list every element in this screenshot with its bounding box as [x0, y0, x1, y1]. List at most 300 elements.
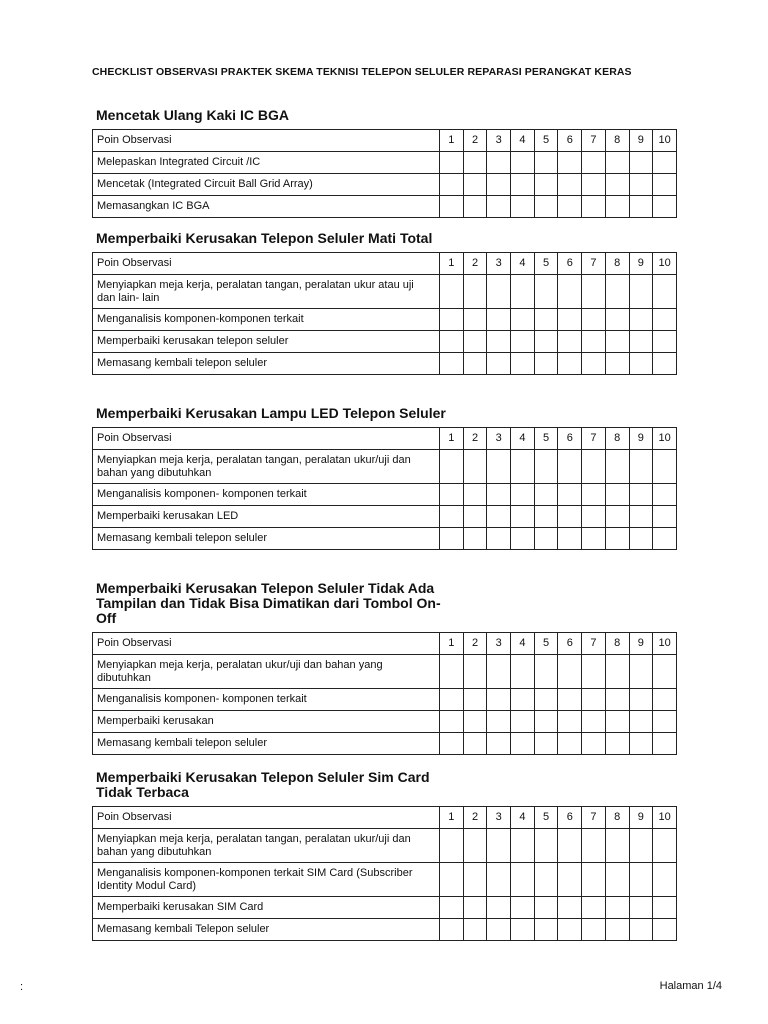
column-header: 8: [605, 807, 629, 829]
check-cell[interactable]: [511, 897, 535, 919]
check-cell[interactable]: [629, 711, 653, 733]
check-cell[interactable]: [463, 919, 487, 941]
table-row: [93, 309, 677, 331]
table-row: [93, 196, 677, 218]
check-cell[interactable]: [582, 196, 606, 218]
check-cell[interactable]: [605, 733, 629, 755]
column-header: 5: [534, 633, 558, 655]
column-header: 4: [511, 253, 535, 275]
table-row: [93, 863, 677, 897]
check-cell[interactable]: [653, 450, 677, 484]
check-cell[interactable]: [487, 309, 511, 331]
check-cell[interactable]: [605, 919, 629, 941]
column-header: 4: [511, 428, 535, 450]
column-header: 3: [487, 130, 511, 152]
check-cell[interactable]: [534, 689, 558, 711]
check-cell[interactable]: [558, 711, 582, 733]
check-cell[interactable]: [582, 655, 606, 689]
observation-item: Memperbaiki kerusakan SIM Card: [93, 897, 440, 919]
check-cell[interactable]: [582, 353, 606, 375]
section-sim-card: [92, 770, 676, 941]
column-header: 9: [629, 428, 653, 450]
check-cell[interactable]: [629, 450, 653, 484]
observation-item: Menyiapkan meja kerja, peralatan tangan, peralatan ukur/uji dan bahan yang dibutuhkan: [93, 450, 440, 484]
check-cell[interactable]: [629, 353, 653, 375]
check-cell[interactable]: [487, 353, 511, 375]
check-cell[interactable]: [511, 331, 535, 353]
column-header: 5: [534, 428, 558, 450]
check-cell[interactable]: [558, 863, 582, 897]
column-header: 10: [653, 633, 677, 655]
check-cell[interactable]: [487, 152, 511, 174]
column-header: 10: [653, 807, 677, 829]
table-row: [93, 174, 677, 196]
observation-item: Menganalisis komponen-komponen terkait: [93, 309, 440, 331]
section-title: Memperbaiki Kerusakan Lampu LED Telepon Seluler: [96, 405, 446, 421]
check-cell[interactable]: [582, 829, 606, 863]
observation-item: Menganalisis komponen-komponen terkait SIM Card (Subscriber Identity Modul Card): [93, 863, 440, 897]
column-header: 6: [558, 130, 582, 152]
check-cell[interactable]: [629, 196, 653, 218]
check-cell[interactable]: [629, 309, 653, 331]
observation-item: Menyiapkan meja kerja, peralatan tangan, peralatan ukur atau uji dan lain- lain: [93, 275, 440, 309]
check-cell[interactable]: [558, 484, 582, 506]
column-header: 8: [605, 428, 629, 450]
column-header: 6: [558, 807, 582, 829]
check-cell[interactable]: [629, 919, 653, 941]
check-cell[interactable]: [440, 733, 464, 755]
observation-item: Memperbaiki kerusakan telepon seluler: [93, 331, 440, 353]
column-header: 8: [605, 130, 629, 152]
check-cell[interactable]: [653, 196, 677, 218]
check-cell[interactable]: [558, 655, 582, 689]
check-cell[interactable]: [487, 174, 511, 196]
check-cell[interactable]: [463, 897, 487, 919]
check-cell[interactable]: [558, 174, 582, 196]
check-cell[interactable]: [463, 655, 487, 689]
check-cell[interactable]: [629, 275, 653, 309]
check-cell[interactable]: [440, 152, 464, 174]
column-header: 9: [629, 130, 653, 152]
check-cell[interactable]: [511, 528, 535, 550]
check-cell[interactable]: [463, 450, 487, 484]
check-cell[interactable]: [582, 152, 606, 174]
table-row: [93, 275, 677, 309]
check-cell[interactable]: [487, 733, 511, 755]
check-cell[interactable]: [629, 863, 653, 897]
check-cell[interactable]: [463, 506, 487, 528]
check-cell[interactable]: [487, 331, 511, 353]
check-cell[interactable]: [511, 484, 535, 506]
check-cell[interactable]: [440, 919, 464, 941]
check-cell[interactable]: [534, 863, 558, 897]
check-cell[interactable]: [440, 484, 464, 506]
check-cell[interactable]: [558, 689, 582, 711]
check-cell[interactable]: [487, 689, 511, 711]
table-row: [93, 528, 677, 550]
column-header: 9: [629, 807, 653, 829]
check-cell[interactable]: [463, 152, 487, 174]
check-cell[interactable]: [487, 829, 511, 863]
check-cell[interactable]: [487, 484, 511, 506]
check-cell[interactable]: [653, 829, 677, 863]
table-row: [93, 733, 677, 755]
section-lampu-led: [92, 406, 676, 550]
check-cell[interactable]: [653, 331, 677, 353]
check-cell[interactable]: [558, 897, 582, 919]
check-cell[interactable]: [582, 733, 606, 755]
observation-item: Memasang kembali telepon seluler: [93, 528, 440, 550]
check-cell[interactable]: [558, 733, 582, 755]
check-cell[interactable]: [582, 174, 606, 196]
column-header: 9: [629, 633, 653, 655]
check-cell[interactable]: [463, 331, 487, 353]
check-cell[interactable]: [511, 506, 535, 528]
check-cell[interactable]: [605, 829, 629, 863]
check-cell[interactable]: [440, 174, 464, 196]
check-cell[interactable]: [653, 655, 677, 689]
check-cell[interactable]: [629, 689, 653, 711]
check-cell[interactable]: [653, 733, 677, 755]
check-cell[interactable]: [440, 829, 464, 863]
check-cell[interactable]: [440, 689, 464, 711]
check-cell[interactable]: [605, 506, 629, 528]
column-header: 2: [463, 633, 487, 655]
check-cell[interactable]: [534, 733, 558, 755]
page-number: Halaman 1/4: [659, 980, 722, 992]
checklist-table: [92, 427, 677, 550]
check-cell[interactable]: [511, 655, 535, 689]
check-cell[interactable]: [534, 353, 558, 375]
check-cell[interactable]: [511, 353, 535, 375]
check-cell[interactable]: [582, 919, 606, 941]
column-header: 7: [582, 633, 606, 655]
check-cell[interactable]: [558, 829, 582, 863]
check-cell[interactable]: [440, 506, 464, 528]
check-cell[interactable]: [605, 353, 629, 375]
check-cell[interactable]: [582, 309, 606, 331]
column-header: 1: [440, 428, 464, 450]
check-cell[interactable]: [629, 484, 653, 506]
table-row: [93, 655, 677, 689]
observation-item: Memperbaiki kerusakan: [93, 711, 440, 733]
check-cell[interactable]: [629, 152, 653, 174]
column-header-label: Poin Observasi: [93, 130, 440, 152]
observation-item: Menganalisis komponen- komponen terkait: [93, 484, 440, 506]
check-cell[interactable]: [653, 897, 677, 919]
table-row: [93, 689, 677, 711]
check-cell[interactable]: [558, 196, 582, 218]
check-cell[interactable]: [487, 863, 511, 897]
check-cell[interactable]: [534, 174, 558, 196]
check-cell[interactable]: [558, 450, 582, 484]
column-header: 4: [511, 130, 535, 152]
check-cell[interactable]: [653, 528, 677, 550]
observation-item: Menganalisis komponen- komponen terkait: [93, 689, 440, 711]
column-header-label: Poin Observasi: [93, 253, 440, 275]
checklist-table: [92, 632, 677, 755]
check-cell[interactable]: [653, 174, 677, 196]
table-row: [93, 919, 677, 941]
observation-item: Memasang kembali telepon seluler: [93, 353, 440, 375]
observation-item: Memasang kembali telepon seluler: [93, 733, 440, 755]
check-cell[interactable]: [511, 275, 535, 309]
check-cell[interactable]: [440, 897, 464, 919]
column-header: 1: [440, 130, 464, 152]
table-row: [93, 711, 677, 733]
observation-item: Mencetak (Integrated Circuit Ball Grid Array): [93, 174, 440, 196]
check-cell[interactable]: [440, 275, 464, 309]
check-cell[interactable]: [463, 275, 487, 309]
check-cell[interactable]: [534, 450, 558, 484]
column-header: 5: [534, 130, 558, 152]
check-cell[interactable]: [582, 484, 606, 506]
document-title: CHECKLIST OBSERVASI PRAKTEK SKEMA TEKNISI TELEPON SELULER REPARASI PERANGKAT KERAS: [92, 66, 632, 78]
column-header: 6: [558, 253, 582, 275]
section-title: Memperbaiki Kerusakan Telepon Seluler Sim Card Tidak Terbaca: [96, 769, 430, 800]
check-cell[interactable]: [440, 863, 464, 897]
check-cell[interactable]: [511, 711, 535, 733]
check-cell[interactable]: [511, 689, 535, 711]
table-row: [93, 484, 677, 506]
column-header: 7: [582, 130, 606, 152]
column-header: 5: [534, 253, 558, 275]
check-cell[interactable]: [511, 863, 535, 897]
check-cell[interactable]: [487, 897, 511, 919]
check-cell[interactable]: [653, 275, 677, 309]
check-cell[interactable]: [534, 484, 558, 506]
check-cell[interactable]: [582, 331, 606, 353]
check-cell[interactable]: [511, 152, 535, 174]
checklist-table: [92, 806, 677, 941]
check-cell[interactable]: [463, 484, 487, 506]
check-cell[interactable]: [534, 196, 558, 218]
checklist-table: [92, 129, 677, 218]
check-cell[interactable]: [463, 733, 487, 755]
check-cell[interactable]: [582, 711, 606, 733]
check-cell[interactable]: [440, 528, 464, 550]
check-cell[interactable]: [653, 309, 677, 331]
check-cell[interactable]: [582, 689, 606, 711]
check-cell[interactable]: [534, 331, 558, 353]
check-cell[interactable]: [440, 655, 464, 689]
column-header: 8: [605, 633, 629, 655]
check-cell[interactable]: [582, 528, 606, 550]
check-cell[interactable]: [653, 689, 677, 711]
check-cell[interactable]: [653, 152, 677, 174]
check-cell[interactable]: [558, 275, 582, 309]
column-header-label: Poin Observasi: [93, 428, 440, 450]
column-header: 2: [463, 428, 487, 450]
check-cell[interactable]: [582, 450, 606, 484]
check-cell[interactable]: [629, 897, 653, 919]
column-header: 4: [511, 807, 535, 829]
column-header: 7: [582, 253, 606, 275]
table-row: [93, 331, 677, 353]
check-cell[interactable]: [534, 829, 558, 863]
check-cell[interactable]: [534, 275, 558, 309]
table-row: [93, 897, 677, 919]
check-cell[interactable]: [440, 331, 464, 353]
check-cell[interactable]: [653, 353, 677, 375]
check-cell[interactable]: [605, 152, 629, 174]
check-cell[interactable]: [605, 309, 629, 331]
check-cell[interactable]: [440, 353, 464, 375]
check-cell[interactable]: [582, 506, 606, 528]
check-cell[interactable]: [558, 309, 582, 331]
column-header: 5: [534, 807, 558, 829]
check-cell[interactable]: [629, 331, 653, 353]
check-cell[interactable]: [558, 331, 582, 353]
check-cell[interactable]: [605, 450, 629, 484]
column-header: 8: [605, 253, 629, 275]
column-header: 9: [629, 253, 653, 275]
check-cell[interactable]: [534, 919, 558, 941]
check-cell[interactable]: [534, 897, 558, 919]
check-cell[interactable]: [463, 711, 487, 733]
check-cell[interactable]: [487, 196, 511, 218]
check-cell[interactable]: [558, 353, 582, 375]
column-header: 1: [440, 633, 464, 655]
column-header: 6: [558, 633, 582, 655]
check-cell[interactable]: [653, 484, 677, 506]
check-cell[interactable]: [511, 733, 535, 755]
check-cell[interactable]: [534, 309, 558, 331]
column-header: 1: [440, 807, 464, 829]
check-cell[interactable]: [463, 528, 487, 550]
footer-marker: :: [20, 981, 24, 993]
column-header: 7: [582, 428, 606, 450]
observation-item: Melepaskan Integrated Circuit /IC: [93, 152, 440, 174]
table-header-row: [93, 130, 677, 152]
table-header-row: [93, 807, 677, 829]
column-header: 1: [440, 253, 464, 275]
check-cell[interactable]: [487, 711, 511, 733]
check-cell[interactable]: [605, 689, 629, 711]
check-cell[interactable]: [653, 711, 677, 733]
check-cell[interactable]: [653, 506, 677, 528]
column-header: 2: [463, 253, 487, 275]
section-tidak-ada-tampilan: [92, 581, 676, 755]
check-cell[interactable]: [463, 863, 487, 897]
checklist-table: [92, 252, 677, 375]
check-cell[interactable]: [463, 196, 487, 218]
check-cell[interactable]: [629, 528, 653, 550]
section-title: Memperbaiki Kerusakan Telepon Seluler Tidak Ada Tampilan dan Tidak Bisa Dimatikan dari Tombol On-Off: [96, 580, 441, 626]
observation-item: Memasang kembali Telepon seluler: [93, 919, 440, 941]
check-cell[interactable]: [440, 711, 464, 733]
table-row: [93, 829, 677, 863]
check-cell[interactable]: [440, 196, 464, 218]
check-cell[interactable]: [487, 528, 511, 550]
check-cell[interactable]: [605, 897, 629, 919]
column-header-label: Poin Observasi: [93, 633, 440, 655]
table-row: [93, 506, 677, 528]
column-header: 7: [582, 807, 606, 829]
check-cell[interactable]: [487, 506, 511, 528]
check-cell[interactable]: [605, 863, 629, 897]
check-cell[interactable]: [440, 309, 464, 331]
check-cell[interactable]: [534, 655, 558, 689]
check-cell[interactable]: [487, 275, 511, 309]
check-cell[interactable]: [605, 196, 629, 218]
check-cell[interactable]: [534, 711, 558, 733]
check-cell[interactable]: [605, 655, 629, 689]
check-cell[interactable]: [463, 689, 487, 711]
observation-item: Memasangkan IC BGA: [93, 196, 440, 218]
observation-item: Memperbaiki kerusakan LED: [93, 506, 440, 528]
table-row: [93, 450, 677, 484]
check-cell[interactable]: [558, 919, 582, 941]
check-cell[interactable]: [653, 863, 677, 897]
check-cell[interactable]: [629, 733, 653, 755]
check-cell[interactable]: [463, 353, 487, 375]
check-cell[interactable]: [558, 528, 582, 550]
check-cell[interactable]: [487, 655, 511, 689]
column-header: 3: [487, 807, 511, 829]
column-header: 3: [487, 428, 511, 450]
section-mati-total: [92, 231, 676, 375]
column-header: 2: [463, 130, 487, 152]
check-cell[interactable]: [605, 528, 629, 550]
section-title: Memperbaiki Kerusakan Telepon Seluler Mati Total: [96, 230, 433, 246]
check-cell[interactable]: [629, 506, 653, 528]
check-cell[interactable]: [534, 528, 558, 550]
table-header-row: [93, 253, 677, 275]
check-cell[interactable]: [582, 863, 606, 897]
check-cell[interactable]: [511, 919, 535, 941]
check-cell[interactable]: [605, 331, 629, 353]
column-header: 10: [653, 253, 677, 275]
check-cell[interactable]: [605, 484, 629, 506]
check-cell[interactable]: [582, 275, 606, 309]
check-cell[interactable]: [558, 152, 582, 174]
check-cell[interactable]: [511, 174, 535, 196]
table-row: [93, 353, 677, 375]
check-cell[interactable]: [440, 450, 464, 484]
column-header: 3: [487, 633, 511, 655]
column-header: 10: [653, 130, 677, 152]
check-cell[interactable]: [653, 919, 677, 941]
table-row: [93, 152, 677, 174]
check-cell[interactable]: [605, 174, 629, 196]
check-cell[interactable]: [511, 309, 535, 331]
check-cell[interactable]: [511, 196, 535, 218]
check-cell[interactable]: [487, 919, 511, 941]
check-cell[interactable]: [534, 152, 558, 174]
column-header: 10: [653, 428, 677, 450]
check-cell[interactable]: [629, 829, 653, 863]
column-header: 6: [558, 428, 582, 450]
check-cell[interactable]: [511, 829, 535, 863]
check-cell[interactable]: [558, 506, 582, 528]
check-cell[interactable]: [605, 711, 629, 733]
check-cell[interactable]: [463, 829, 487, 863]
section-title: Mencetak Ulang Kaki IC BGA: [96, 107, 289, 123]
column-header: 4: [511, 633, 535, 655]
check-cell[interactable]: [463, 309, 487, 331]
observation-item: Menyiapkan meja kerja, peralatan tangan, peralatan ukur/uji dan bahan yang dibutuhkan: [93, 829, 440, 863]
check-cell[interactable]: [629, 655, 653, 689]
section-ic-bga: [92, 108, 676, 218]
check-cell[interactable]: [463, 174, 487, 196]
check-cell[interactable]: [511, 450, 535, 484]
check-cell[interactable]: [605, 275, 629, 309]
check-cell[interactable]: [534, 506, 558, 528]
check-cell[interactable]: [582, 897, 606, 919]
check-cell[interactable]: [629, 174, 653, 196]
check-cell[interactable]: [487, 450, 511, 484]
